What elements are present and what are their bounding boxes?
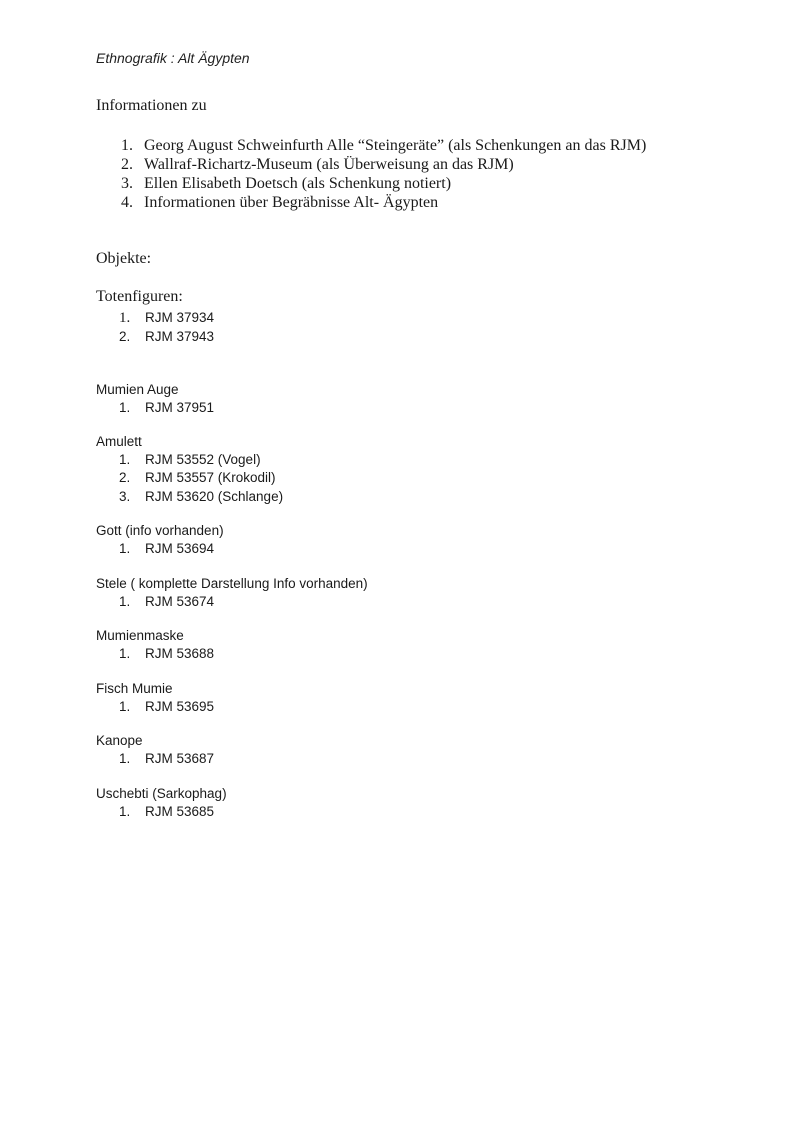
section-list-fisch-mumie — [96, 698, 735, 717]
list-item-number: 2. — [121, 156, 133, 173]
object-id: RJM 37934 — [145, 310, 215, 325]
list-item-number: 1. — [121, 137, 133, 154]
section-list-stele — [96, 593, 735, 612]
list-item-text: Ellen Elisabeth Doetsch (als Schenkung notiert) — [144, 175, 452, 192]
section-list-mumien-auge — [96, 399, 735, 418]
list-item-number: 1. — [119, 751, 131, 766]
list-item-number: 1. — [119, 400, 131, 415]
list-item-text: Informationen über Begräbnisse Alt- Ägypten — [144, 194, 439, 211]
list-item — [96, 645, 735, 664]
object-id: RJM 53552 (Vogel) — [145, 451, 261, 467]
list-item-number: 1. — [119, 593, 131, 609]
list-item-number: 2. — [119, 470, 131, 485]
list-item — [96, 399, 735, 418]
list-item — [96, 309, 735, 328]
list-item-number: 1. — [119, 803, 131, 819]
object-id: RJM 53688 — [145, 646, 215, 661]
list-item-number: 2. — [119, 328, 131, 344]
list-item-text: Georg August Schweinfurth Alle “Steingeräte” (als Schenkungen an das RJM) — [144, 137, 647, 154]
section-list-gott — [96, 540, 735, 559]
list-item — [96, 328, 735, 347]
list-item — [96, 155, 735, 174]
section-title-totenfiguren: Totenfiguren: — [96, 288, 183, 305]
list-item — [96, 698, 735, 717]
object-id: RJM 53695 — [145, 698, 215, 714]
list-item-number: 1. — [119, 310, 131, 326]
list-item — [96, 469, 735, 488]
object-id: RJM 37951 — [145, 400, 215, 415]
objekte-heading: Objekte: — [96, 250, 152, 267]
intro-heading: Informationen zu — [96, 97, 207, 114]
list-item — [96, 750, 735, 769]
list-item — [96, 803, 735, 822]
list-item-number: 1. — [119, 698, 131, 714]
section-title-mumienmaske: Mumienmaske — [96, 628, 184, 643]
list-item-text: Wallraf-Richartz-Museum (als Überweisung an das RJM) — [144, 156, 514, 173]
section-list-kanope — [96, 750, 735, 769]
object-id: RJM 53620 (Schlange) — [145, 488, 284, 504]
list-item-number: 1. — [119, 451, 131, 467]
object-id: RJM 53674 — [145, 593, 215, 609]
object-id: RJM 37943 — [145, 328, 215, 344]
list-item-number: 3. — [119, 488, 131, 504]
object-id: RJM 53557 (Krokodil) — [145, 470, 276, 485]
section-list-uschebti — [96, 803, 735, 822]
object-id: RJM 53685 — [145, 803, 215, 819]
section-list-mumienmaske — [96, 645, 735, 664]
object-id: RJM 53687 — [145, 751, 215, 766]
section-title-uschebti: Uschebti (Sarkophag) — [96, 785, 227, 801]
section-title-amulett: Amulett — [96, 433, 142, 449]
list-item-number: 1. — [119, 646, 131, 661]
list-item — [96, 174, 735, 193]
document-header-title: Ethnografik : Alt Ägypten — [96, 50, 250, 66]
section-title-mumien-auge: Mumien Auge — [96, 382, 179, 397]
section-title-fisch-mumie: Fisch Mumie — [96, 680, 173, 696]
list-item-number: 3. — [121, 175, 133, 192]
section-list-amulett — [96, 451, 735, 507]
list-item-number: 4. — [121, 194, 133, 211]
list-item — [96, 451, 735, 470]
section-title-gott: Gott (info vorhanden) — [96, 523, 224, 538]
section-title-kanope: Kanope — [96, 733, 143, 748]
intro-numbered-list — [96, 136, 735, 212]
list-item — [96, 136, 735, 155]
list-item — [96, 593, 735, 612]
list-item — [96, 488, 735, 507]
section-list-totenfiguren — [96, 309, 735, 346]
object-id: RJM 53694 — [145, 541, 215, 556]
section-title-stele: Stele ( komplette Darstellung Info vorhanden) — [96, 575, 368, 591]
list-item-number: 1. — [119, 541, 131, 556]
list-item — [96, 193, 735, 212]
list-item — [96, 540, 735, 559]
